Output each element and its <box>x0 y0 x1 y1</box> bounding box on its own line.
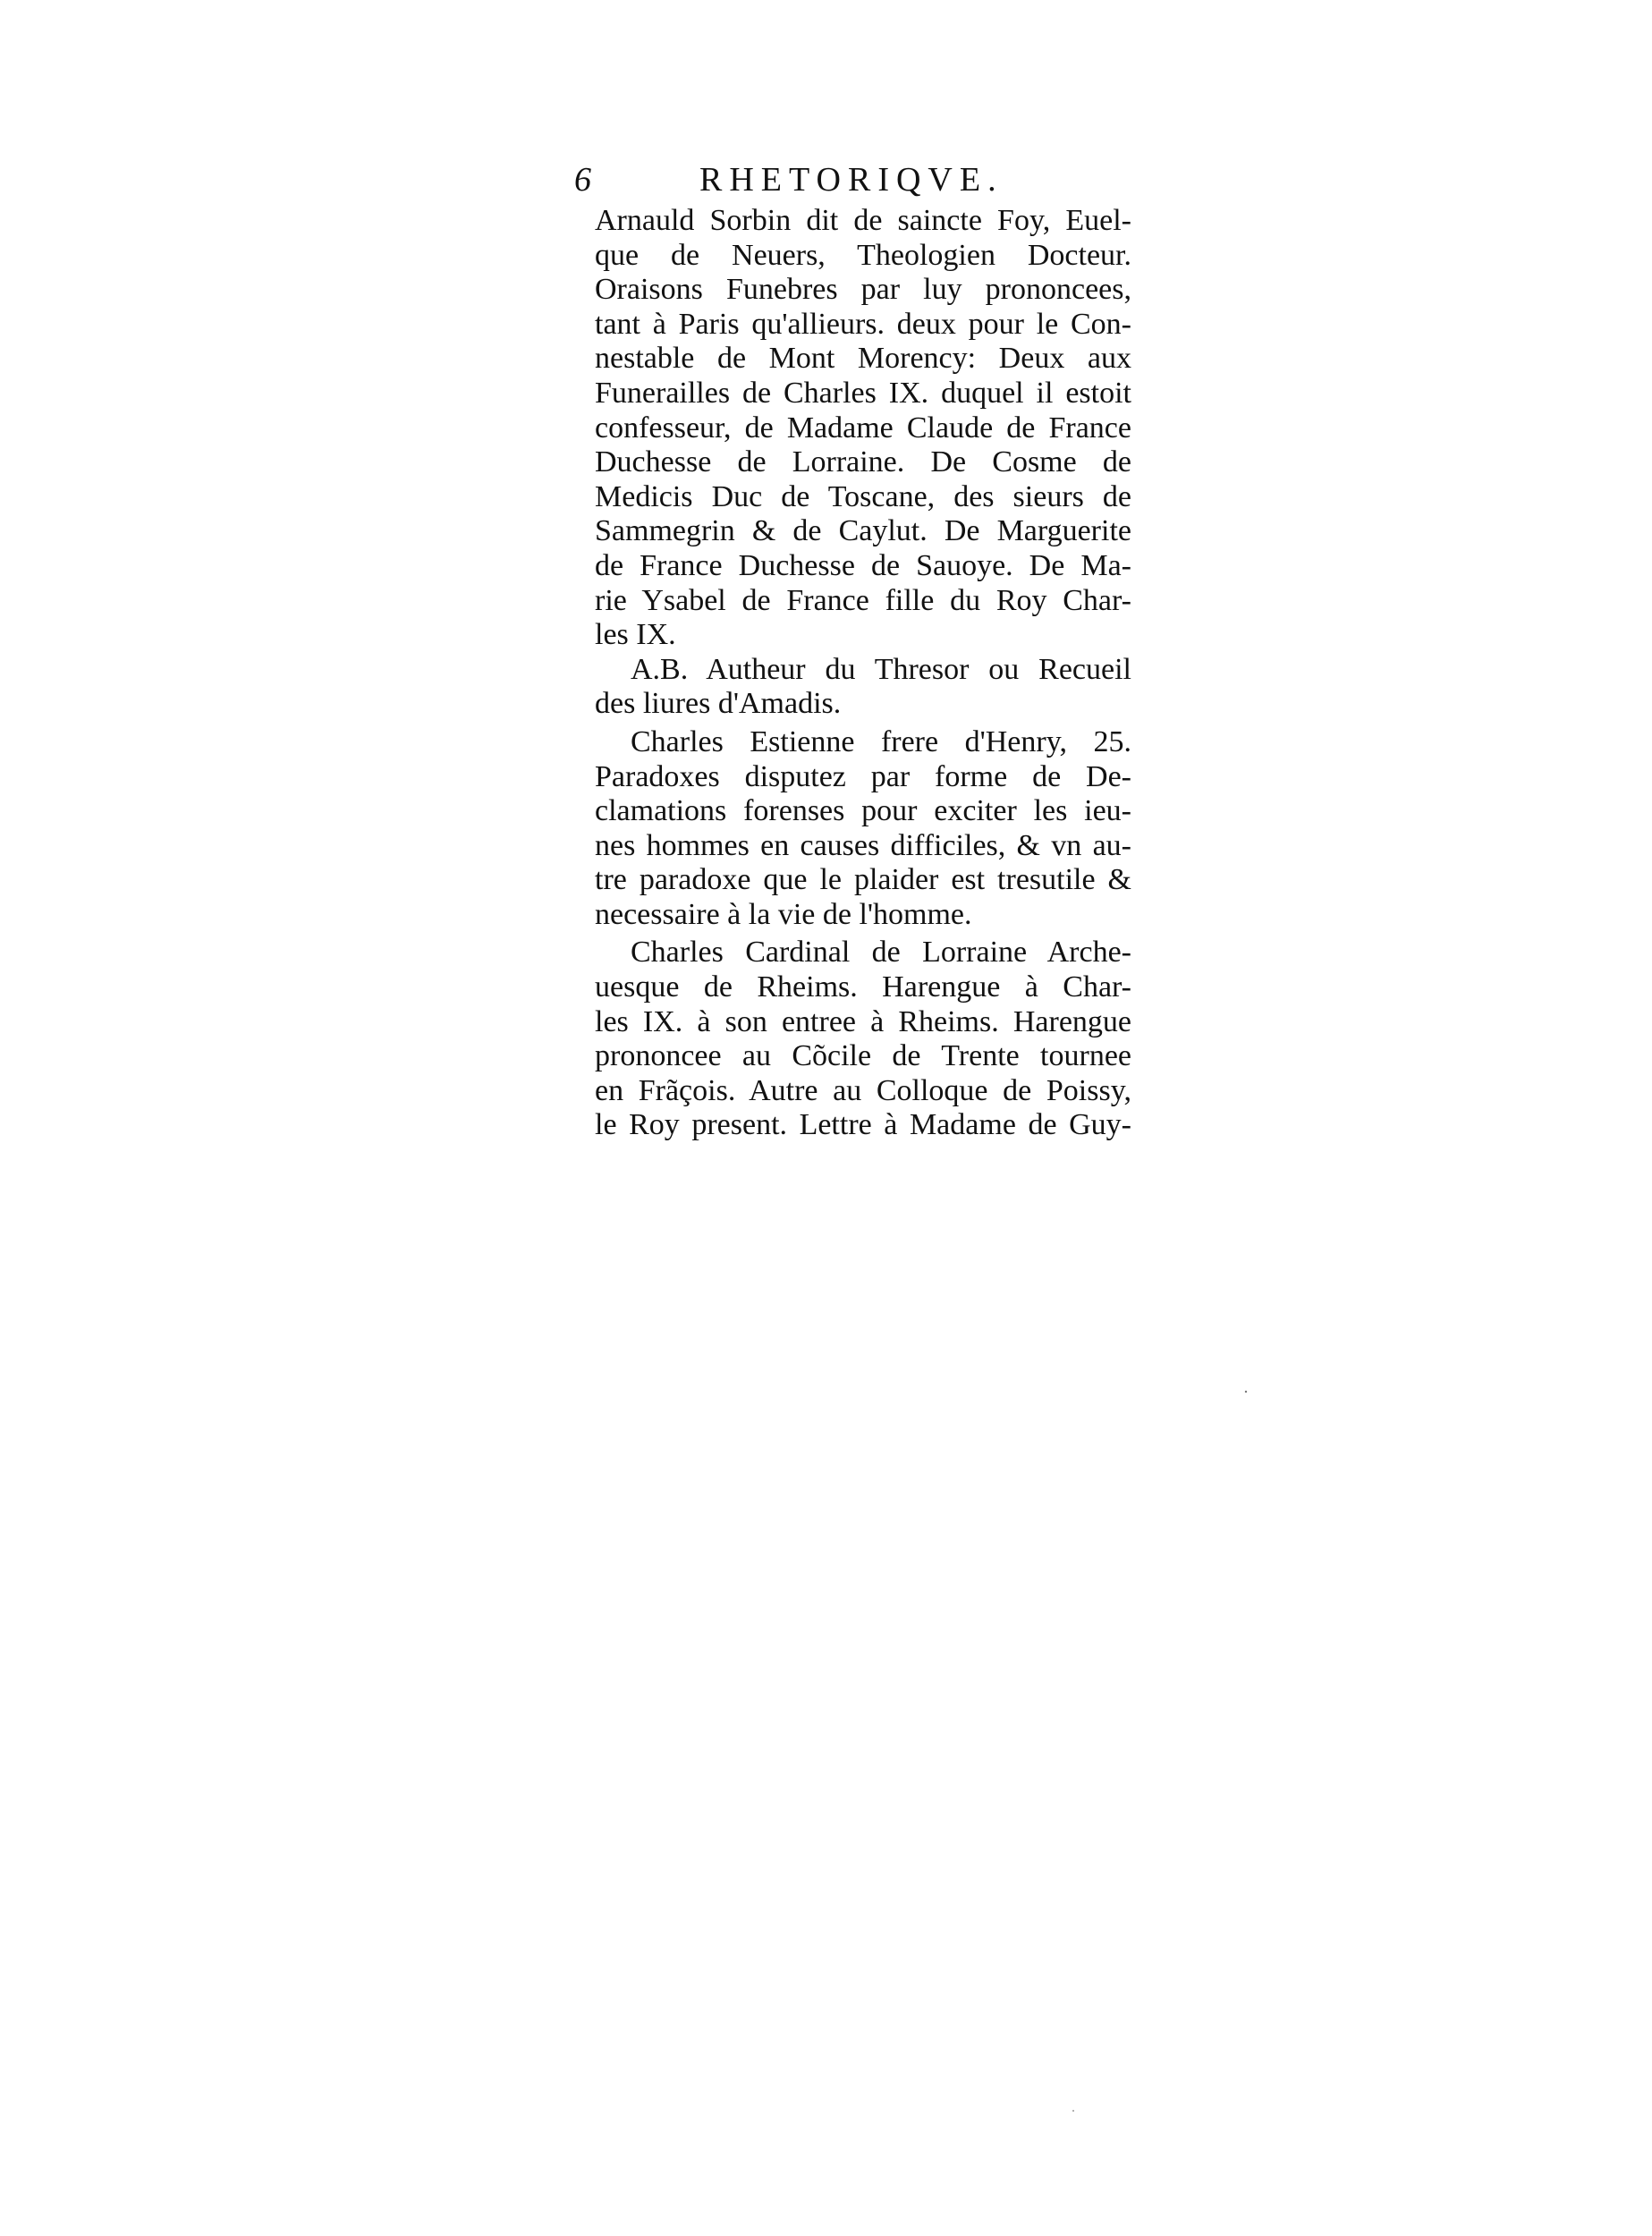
text-line: tant à Paris qu'allieurs. deux pour le Con- <box>595 307 1131 341</box>
text-line: nestable de Mont Morency: Deux aux <box>595 342 1131 376</box>
text-line: uesque de Rheims. Harengue à Char- <box>595 970 1131 1004</box>
page-number: 6 <box>574 161 591 199</box>
page-header <box>574 159 1111 204</box>
entry-charles-cardinal <box>595 936 1131 1143</box>
text-line: le Roy present. Lettre à Madame de Guy- <box>595 1108 1131 1142</box>
text-line: Medicis Duc de Toscane, des sieurs de <box>595 479 1131 513</box>
entry-arnauld-sorbin <box>595 204 1131 653</box>
text-line: de France Duchesse de Sauoye. De Ma- <box>595 548 1131 582</box>
text-line: Charles Cardinal de Lorraine Arche- <box>631 936 1131 970</box>
text-line: necessaire à la vie de l'homme. <box>595 897 972 931</box>
text-line: tre paradoxe que le plaider est tresutile & <box>595 863 1131 897</box>
text-line: des liures d'Amadis. <box>595 687 842 721</box>
text-line: nes hommes en causes difficiles, & vn au- <box>595 828 1131 862</box>
text-line: Oraisons Funebres par luy prononcees, <box>595 273 1131 307</box>
text-line: prononcee au Cõcile de Trente tournee <box>595 1039 1131 1073</box>
text-line: les IX. <box>595 618 676 652</box>
text-line: clamations forenses pour exciter les ieu- <box>595 794 1131 828</box>
text-line: Sammegrin & de Caylut. De Marguerite <box>595 514 1131 548</box>
scan-speck <box>1072 2110 1074 2112</box>
text-line: confesseur, de Madame Claude de France <box>595 411 1131 445</box>
text-line: Paradoxes disputez par forme de De- <box>595 759 1131 793</box>
text-line: Duchesse de Lorraine. De Cosme de <box>595 445 1131 479</box>
text-line: en Frãçois. Autre au Colloque de Poissy, <box>595 1073 1131 1107</box>
text-line: que de Neuers, Theologien Docteur. <box>595 238 1131 272</box>
text-line: Arnauld Sorbin dit de saincte Foy, Euel- <box>595 204 1131 237</box>
text-line: A.B. Autheur du Thresor ou Recueil <box>631 652 1131 686</box>
running-head: RHETORIQVE. <box>699 161 1004 199</box>
entry-charles-estienne <box>595 725 1131 933</box>
text-line: Funerailles de Charles IX. duquel il estoit <box>595 376 1131 410</box>
body-text <box>595 204 1131 1143</box>
entry-ab <box>595 653 1131 722</box>
text-line: les IX. à son entree à Rheims. Harengue <box>595 1004 1131 1038</box>
text-line: Charles Estienne frere d'Henry, 25. <box>631 724 1131 758</box>
text-line: rie Ysabel de France fille du Roy Char- <box>595 583 1131 617</box>
scan-speck <box>1245 1391 1247 1393</box>
